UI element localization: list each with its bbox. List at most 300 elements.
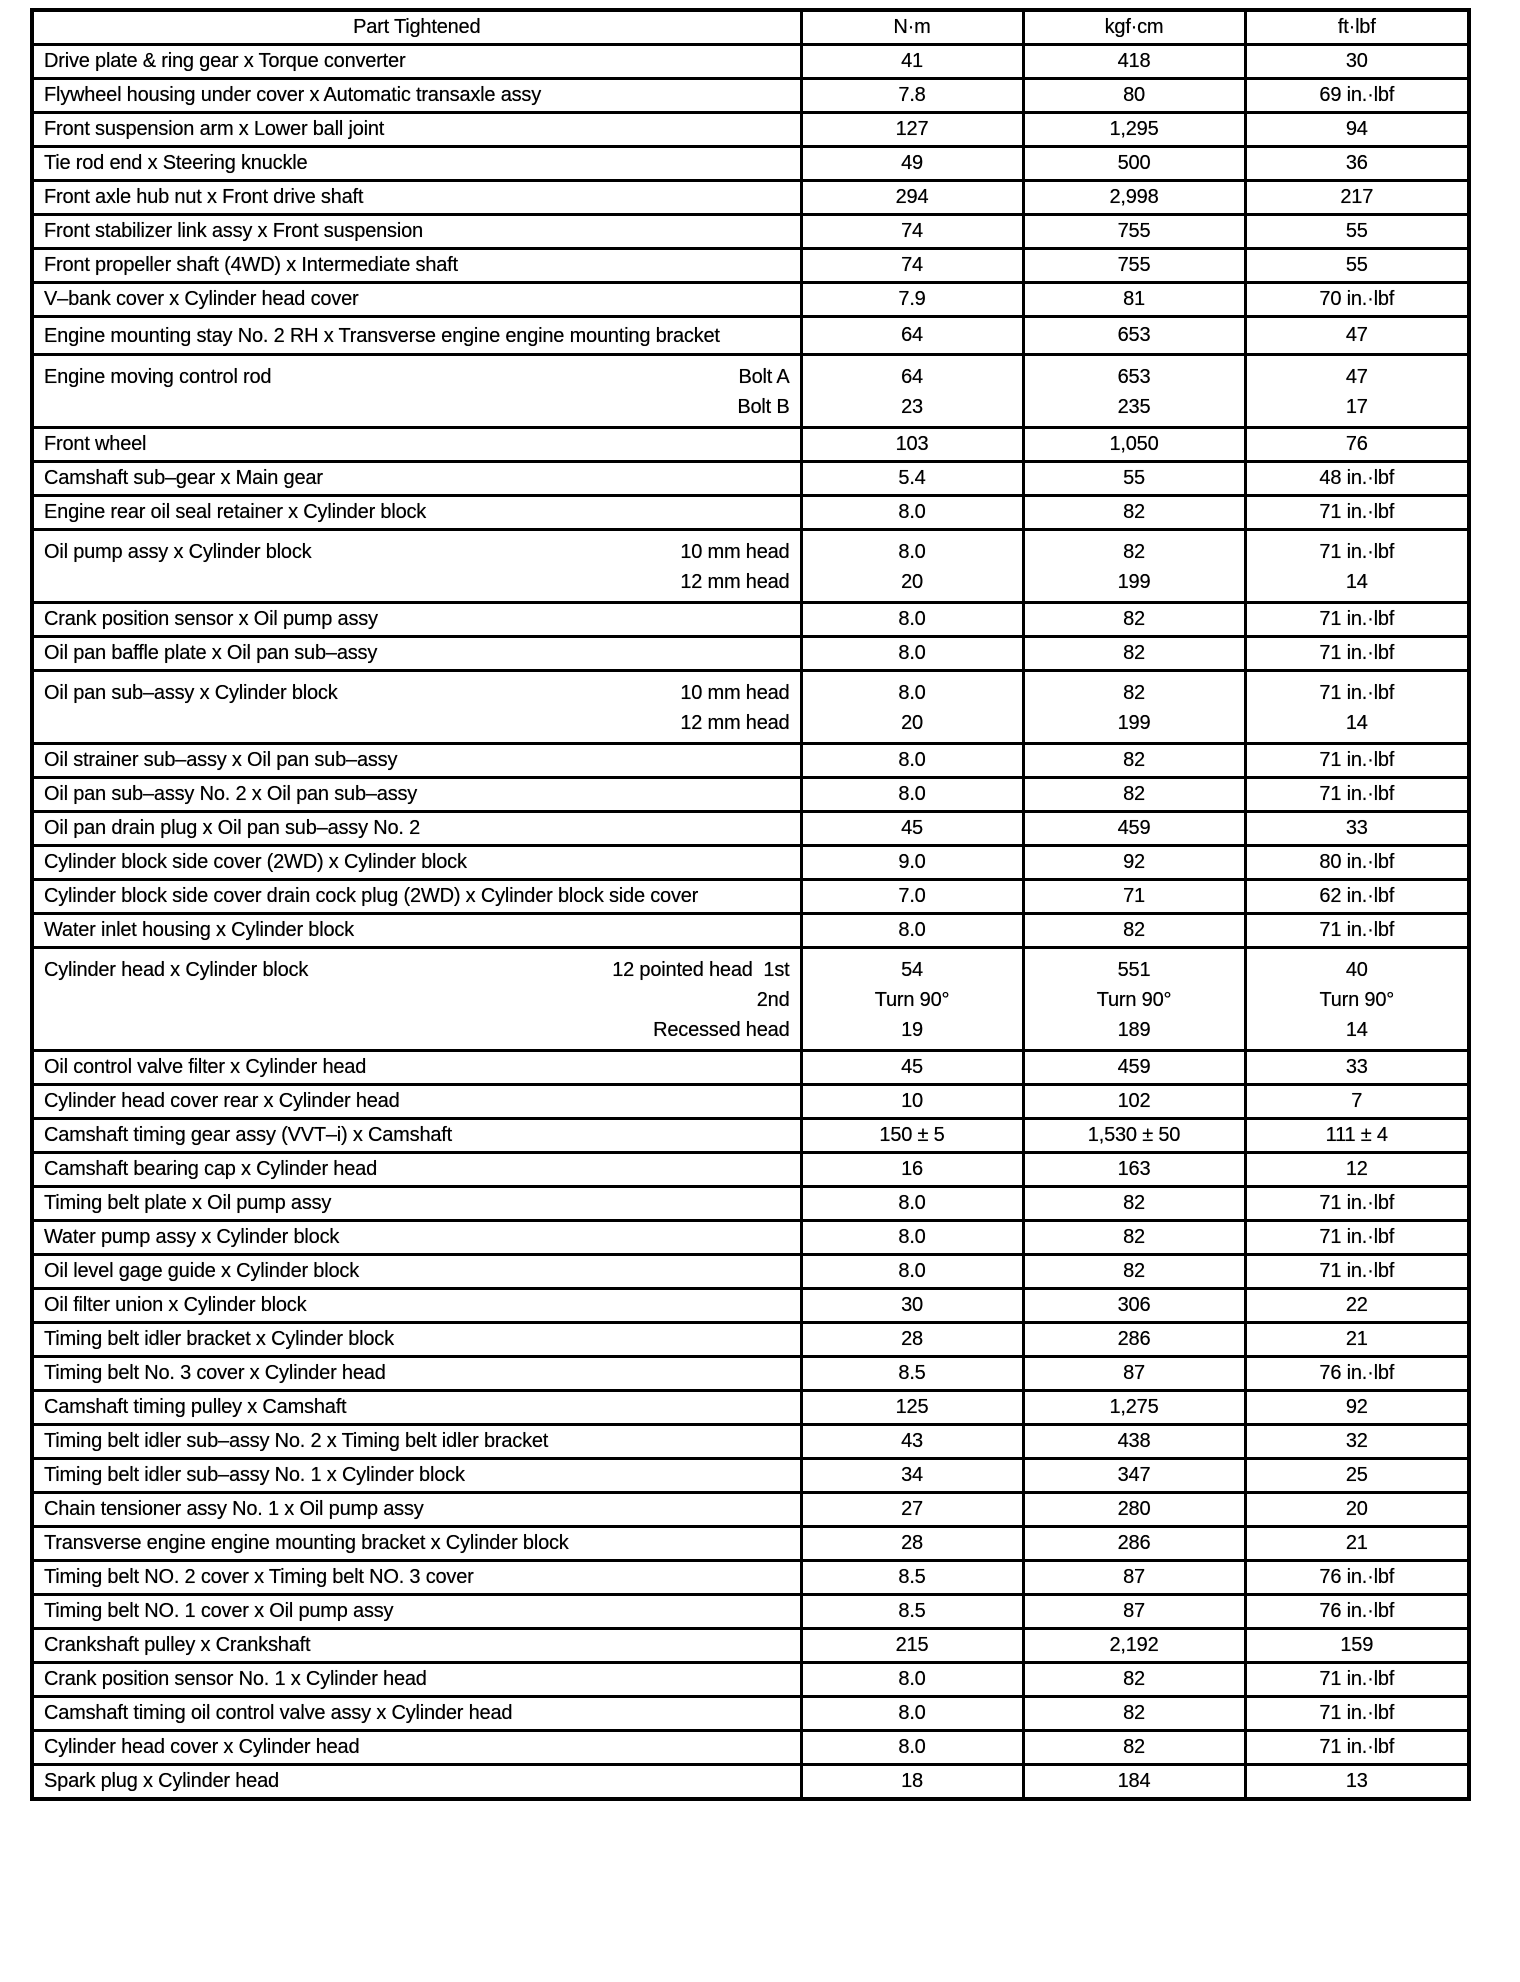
- kgf-cm-value-cell: [1023, 1561, 1245, 1595]
- part-name: Cylinder block side cover (2WD) x Cylinder block: [44, 851, 467, 873]
- nm-value: 103: [895, 433, 929, 455]
- part-cell: [32, 948, 801, 1051]
- ft-lbf-value-cell: [1245, 496, 1469, 530]
- kgf-cm-value: 55: [1123, 467, 1145, 489]
- nm-value: 8.0: [898, 1226, 926, 1248]
- sub-condition-label: 12 mm head: [680, 712, 790, 734]
- table-row: [32, 530, 1469, 603]
- kgf-cm-value-cell: [1023, 1527, 1245, 1561]
- table-row: [32, 113, 1469, 147]
- nm-value: 8.0: [898, 541, 926, 563]
- nm-value-cell: [801, 744, 1023, 778]
- part-cell: [32, 1595, 801, 1629]
- part-cell: [32, 317, 801, 355]
- ft-lbf-value: 71 in.·lbf: [1319, 1192, 1395, 1214]
- nm-value-cell: [801, 603, 1023, 637]
- ft-lbf-value: 55: [1345, 254, 1368, 276]
- kgf-cm-value: 2,192: [1109, 1634, 1159, 1656]
- nm-value-cell: [801, 812, 1023, 846]
- ft-lbf-value: 71 in.·lbf: [1319, 1226, 1395, 1248]
- nm-value: 8.0: [898, 749, 926, 771]
- ft-lbf-value: 71 in.·lbf: [1319, 1260, 1395, 1282]
- table-row: [32, 1051, 1469, 1085]
- ft-lbf-value: 14: [1345, 712, 1368, 734]
- nm-value: 7.8: [898, 84, 926, 106]
- table-row: [32, 778, 1469, 812]
- part-name: Camshaft timing pulley x Camshaft: [44, 1396, 347, 1418]
- part-name: Engine mounting stay No. 2 RH x Transverse engine engine mounting bracket: [44, 324, 720, 347]
- part-cell: [32, 1323, 801, 1357]
- sub-condition-label: Bolt A: [738, 366, 790, 388]
- nm-value-cell: [801, 1187, 1023, 1221]
- ft-lbf-value-cell: [1245, 428, 1469, 462]
- nm-value-cell: [801, 880, 1023, 914]
- ft-lbf-value: 94: [1345, 118, 1368, 140]
- ft-lbf-value-cell: [1245, 1289, 1469, 1323]
- part-name: Oil filter union x Cylinder block: [44, 1294, 307, 1316]
- nm-value: 20: [901, 571, 923, 593]
- nm-value: 8.0: [898, 1668, 926, 1690]
- kgf-cm-value-cell: [1023, 462, 1245, 496]
- nm-value-cell: [801, 317, 1023, 355]
- nm-value-cell: [801, 147, 1023, 181]
- ft-lbf-value-cell: [1245, 671, 1469, 744]
- kgf-cm-value-cell: [1023, 637, 1245, 671]
- part-cell: [32, 1731, 801, 1765]
- part-cell: [32, 1561, 801, 1595]
- part-cell: [32, 1697, 801, 1731]
- part-cell: [32, 45, 801, 79]
- nm-value: 10: [901, 1090, 923, 1112]
- kgf-cm-value: 82: [1123, 501, 1145, 523]
- part-cell: [32, 428, 801, 462]
- kgf-cm-value-cell: [1023, 1153, 1245, 1187]
- sub-condition-label: 2nd: [756, 989, 790, 1011]
- nm-value: 8.0: [898, 783, 926, 805]
- header-nm: N·m: [801, 10, 1023, 45]
- part-cell: [32, 914, 801, 948]
- kgf-cm-value: 459: [1117, 817, 1151, 839]
- table-row: [32, 1663, 1469, 1697]
- nm-value-cell: [801, 1051, 1023, 1085]
- nm-value-cell: [801, 1595, 1023, 1629]
- table-row: [32, 1697, 1469, 1731]
- ft-lbf-value: 12: [1345, 1158, 1368, 1180]
- nm-value-cell: [801, 283, 1023, 317]
- kgf-cm-value-cell: [1023, 1595, 1245, 1629]
- part-name: Timing belt idler bracket x Cylinder block: [44, 1328, 394, 1350]
- kgf-cm-value: 653: [1117, 366, 1151, 388]
- ft-lbf-value-cell: [1245, 1663, 1469, 1697]
- ft-lbf-value: 76 in.·lbf: [1319, 1600, 1395, 1622]
- ft-lbf-value-cell: [1245, 355, 1469, 428]
- ft-lbf-value: 55: [1345, 220, 1368, 242]
- sub-condition-label: 10 mm head: [680, 682, 790, 704]
- nm-value-cell: [801, 1153, 1023, 1187]
- kgf-cm-value: 82: [1123, 1702, 1145, 1724]
- kgf-cm-value: 82: [1123, 682, 1145, 704]
- ft-lbf-value-cell: [1245, 1357, 1469, 1391]
- part-cell: [32, 1459, 801, 1493]
- ft-lbf-value: 80 in.·lbf: [1319, 851, 1395, 873]
- ft-lbf-value: 71 in.·lbf: [1319, 749, 1395, 771]
- nm-value-cell: [801, 778, 1023, 812]
- nm-value: 20: [901, 712, 923, 734]
- table-row: [32, 1731, 1469, 1765]
- part-name: Camshaft timing gear assy (VVT–i) x Camshaft: [44, 1124, 452, 1146]
- ft-lbf-value: 17: [1345, 396, 1368, 418]
- part-cell: [32, 671, 801, 744]
- nm-value-cell: [801, 45, 1023, 79]
- part-name: Crankshaft pulley x Crankshaft: [44, 1634, 311, 1656]
- ft-lbf-value-cell: [1245, 1391, 1469, 1425]
- table-row: [32, 1323, 1469, 1357]
- nm-value-cell: [801, 79, 1023, 113]
- nm-value-cell: [801, 1459, 1023, 1493]
- ft-lbf-value: 71 in.·lbf: [1319, 608, 1395, 630]
- kgf-cm-value: 1,530 ± 50: [1087, 1124, 1181, 1146]
- nm-value: 8.0: [898, 682, 926, 704]
- ft-lbf-value: 71 in.·lbf: [1319, 682, 1395, 704]
- part-cell: [32, 113, 801, 147]
- ft-lbf-value-cell: [1245, 846, 1469, 880]
- kgf-cm-value: 653: [1117, 324, 1151, 346]
- table-row: [32, 637, 1469, 671]
- part-cell: [32, 249, 801, 283]
- nm-value: 64: [901, 366, 923, 388]
- ft-lbf-value-cell: [1245, 530, 1469, 603]
- table-row: [32, 1357, 1469, 1391]
- ft-lbf-value: 217: [1340, 186, 1374, 208]
- ft-lbf-value: 70 in.·lbf: [1319, 288, 1395, 310]
- nm-value: 215: [895, 1634, 929, 1656]
- part-name: Timing belt plate x Oil pump assy: [44, 1192, 332, 1214]
- kgf-cm-value: Turn 90°: [1096, 989, 1172, 1011]
- kgf-cm-value: 438: [1117, 1430, 1151, 1452]
- kgf-cm-value-cell: [1023, 1357, 1245, 1391]
- kgf-cm-value-cell: [1023, 1051, 1245, 1085]
- table-row: [32, 1289, 1469, 1323]
- kgf-cm-value-cell: [1023, 113, 1245, 147]
- kgf-cm-value: 286: [1117, 1532, 1151, 1554]
- header-part-tightened: Part Tightened: [32, 10, 801, 45]
- nm-value: 8.0: [898, 501, 926, 523]
- ft-lbf-value: 21: [1345, 1328, 1368, 1350]
- part-name: Camshaft timing oil control valve assy x Cylinder head: [44, 1702, 513, 1724]
- nm-value-cell: [801, 215, 1023, 249]
- kgf-cm-value-cell: [1023, 1493, 1245, 1527]
- nm-value-cell: [801, 1357, 1023, 1391]
- kgf-cm-value: 80: [1123, 84, 1145, 106]
- ft-lbf-value: 71 in.·lbf: [1319, 1736, 1395, 1758]
- table-row: [32, 1153, 1469, 1187]
- nm-value: 8.0: [898, 608, 926, 630]
- part-cell: [32, 1153, 801, 1187]
- kgf-cm-value-cell: [1023, 778, 1245, 812]
- ft-lbf-value-cell: [1245, 1221, 1469, 1255]
- kgf-cm-value-cell: [1023, 79, 1245, 113]
- part-name: Front wheel: [44, 433, 147, 455]
- table-row: [32, 1561, 1469, 1595]
- ft-lbf-value-cell: [1245, 1561, 1469, 1595]
- sub-condition-label: Recessed head: [653, 1019, 790, 1041]
- nm-value-cell: [801, 1255, 1023, 1289]
- nm-value-cell: [801, 1425, 1023, 1459]
- kgf-cm-value: 82: [1123, 1192, 1145, 1214]
- nm-value: 54: [901, 959, 923, 981]
- part-name: Engine rear oil seal retainer x Cylinder block: [44, 501, 427, 523]
- ft-lbf-value-cell: [1245, 914, 1469, 948]
- ft-lbf-value: 62 in.·lbf: [1319, 885, 1395, 907]
- sub-condition-list: [680, 537, 789, 597]
- kgf-cm-value: 81: [1123, 288, 1145, 310]
- part-cell: [32, 1221, 801, 1255]
- table-row: [32, 147, 1469, 181]
- nm-value-cell: [801, 1731, 1023, 1765]
- ft-lbf-value-cell: [1245, 181, 1469, 215]
- nm-value-cell: [801, 1289, 1023, 1323]
- kgf-cm-value: 199: [1117, 712, 1151, 734]
- nm-value-cell: [801, 671, 1023, 744]
- part-cell: [32, 1289, 801, 1323]
- ft-lbf-value-cell: [1245, 1629, 1469, 1663]
- nm-value-cell: [801, 846, 1023, 880]
- nm-value: 16: [901, 1158, 923, 1180]
- torque-spec-table: [30, 8, 1471, 1801]
- kgf-cm-value: 82: [1123, 541, 1145, 563]
- kgf-cm-value-cell: [1023, 1289, 1245, 1323]
- kgf-cm-value: 235: [1117, 396, 1151, 418]
- ft-lbf-value-cell: [1245, 249, 1469, 283]
- kgf-cm-value: 286: [1117, 1328, 1151, 1350]
- header-ft-lbf: ft·lbf: [1245, 10, 1469, 45]
- kgf-cm-value-cell: [1023, 880, 1245, 914]
- part-cell: [32, 1255, 801, 1289]
- kgf-cm-value: 82: [1123, 919, 1145, 941]
- nm-value: 8.5: [898, 1362, 926, 1384]
- nm-value-cell: [801, 948, 1023, 1051]
- nm-value-cell: [801, 914, 1023, 948]
- kgf-cm-value-cell: [1023, 147, 1245, 181]
- table-row: [32, 1221, 1469, 1255]
- kgf-cm-value-cell: [1023, 948, 1245, 1051]
- kgf-cm-value-cell: [1023, 1391, 1245, 1425]
- table-row: [32, 1527, 1469, 1561]
- ft-lbf-value: 36: [1345, 152, 1368, 174]
- part-name: Camshaft sub–gear x Main gear: [44, 467, 323, 489]
- part-cell: [32, 1629, 801, 1663]
- nm-value: 8.0: [898, 1702, 926, 1724]
- nm-value: 41: [901, 50, 923, 72]
- ft-lbf-value: 33: [1345, 1056, 1368, 1078]
- nm-value: 8.0: [898, 642, 926, 664]
- table-row: [32, 1459, 1469, 1493]
- kgf-cm-value: 1,275: [1109, 1396, 1159, 1418]
- part-cell: [32, 637, 801, 671]
- part-name: Oil pan baffle plate x Oil pan sub–assy: [44, 642, 378, 664]
- nm-value: 45: [901, 817, 923, 839]
- nm-value: 8.0: [898, 919, 926, 941]
- ft-lbf-value: 14: [1345, 571, 1368, 593]
- part-name: Oil pan sub–assy x Cylinder block: [44, 682, 338, 704]
- sub-condition-list: [612, 955, 789, 1045]
- ft-lbf-value: 69 in.·lbf: [1319, 84, 1395, 106]
- part-name: Water inlet housing x Cylinder block: [44, 919, 354, 941]
- ft-lbf-value-cell: [1245, 79, 1469, 113]
- part-name: Flywheel housing under cover x Automatic transaxle assy: [44, 84, 542, 106]
- part-cell: [32, 283, 801, 317]
- part-cell: [32, 215, 801, 249]
- part-cell: [32, 1187, 801, 1221]
- kgf-cm-value-cell: [1023, 1221, 1245, 1255]
- table-row: [32, 1493, 1469, 1527]
- nm-value: 19: [901, 1019, 923, 1041]
- part-name: Water pump assy x Cylinder block: [44, 1226, 340, 1248]
- ft-lbf-value: 13: [1345, 1770, 1368, 1792]
- header-kgf-cm: kgf·cm: [1023, 10, 1245, 45]
- ft-lbf-value-cell: [1245, 603, 1469, 637]
- nm-value: 8.5: [898, 1566, 926, 1588]
- nm-value-cell: [801, 1391, 1023, 1425]
- kgf-cm-value: 87: [1123, 1566, 1145, 1588]
- ft-lbf-value-cell: [1245, 45, 1469, 79]
- kgf-cm-value-cell: [1023, 530, 1245, 603]
- part-name: Engine moving control rod: [44, 366, 272, 388]
- nm-value-cell: [801, 113, 1023, 147]
- sub-condition-label: 10 mm head: [680, 541, 790, 563]
- ft-lbf-value: 14: [1345, 1019, 1368, 1041]
- ft-lbf-value-cell: [1245, 1255, 1469, 1289]
- ft-lbf-value-cell: [1245, 812, 1469, 846]
- kgf-cm-value-cell: [1023, 355, 1245, 428]
- part-cell: [32, 1425, 801, 1459]
- table-row: [32, 215, 1469, 249]
- kgf-cm-value: 184: [1117, 1770, 1151, 1792]
- table-row: [32, 1187, 1469, 1221]
- part-cell: [32, 79, 801, 113]
- ft-lbf-value-cell: [1245, 637, 1469, 671]
- nm-value-cell: [801, 1493, 1023, 1527]
- table-row: [32, 496, 1469, 530]
- part-cell: [32, 880, 801, 914]
- ft-lbf-value: 22: [1345, 1294, 1368, 1316]
- part-cell: [32, 462, 801, 496]
- nm-value: 7.9: [898, 288, 926, 310]
- nm-value-cell: [801, 355, 1023, 428]
- table-row: [32, 283, 1469, 317]
- kgf-cm-value-cell: [1023, 1629, 1245, 1663]
- part-name: Oil pan sub–assy No. 2 x Oil pan sub–assy: [44, 783, 418, 805]
- ft-lbf-value-cell: [1245, 1153, 1469, 1187]
- part-cell: [32, 181, 801, 215]
- ft-lbf-value-cell: [1245, 948, 1469, 1051]
- nm-value: 23: [901, 396, 923, 418]
- kgf-cm-value-cell: [1023, 181, 1245, 215]
- part-name: Cylinder head cover x Cylinder head: [44, 1736, 360, 1758]
- ft-lbf-value: 71 in.·lbf: [1319, 783, 1395, 805]
- ft-lbf-value: 71 in.·lbf: [1319, 541, 1395, 563]
- kgf-cm-value: 92: [1123, 851, 1145, 873]
- kgf-cm-value: 82: [1123, 1736, 1145, 1758]
- kgf-cm-value-cell: [1023, 1765, 1245, 1800]
- kgf-cm-value-cell: [1023, 428, 1245, 462]
- table-row: [32, 1085, 1469, 1119]
- table-row: [32, 317, 1469, 355]
- nm-value-cell: [801, 1663, 1023, 1697]
- part-name: Oil level gage guide x Cylinder block: [44, 1260, 359, 1282]
- nm-value: 9.0: [898, 851, 926, 873]
- nm-value-cell: [801, 637, 1023, 671]
- nm-value: 74: [901, 220, 923, 242]
- ft-lbf-value-cell: [1245, 1187, 1469, 1221]
- sub-condition-label: Bolt B: [737, 396, 790, 418]
- nm-value-cell: [801, 181, 1023, 215]
- ft-lbf-value: 159: [1340, 1634, 1374, 1656]
- ft-lbf-value-cell: [1245, 1731, 1469, 1765]
- ft-lbf-value-cell: [1245, 1459, 1469, 1493]
- sub-condition-list: [680, 678, 789, 738]
- kgf-cm-value: 459: [1117, 1056, 1151, 1078]
- ft-lbf-value-cell: [1245, 1085, 1469, 1119]
- nm-value: 150 ± 5: [879, 1124, 945, 1146]
- table-row: [32, 249, 1469, 283]
- kgf-cm-value: 551: [1117, 959, 1151, 981]
- nm-value-cell: [801, 530, 1023, 603]
- nm-value-cell: [801, 1221, 1023, 1255]
- kgf-cm-value: 82: [1123, 642, 1145, 664]
- kgf-cm-value-cell: [1023, 249, 1245, 283]
- kgf-cm-value: 2,998: [1109, 186, 1159, 208]
- kgf-cm-value: 199: [1117, 571, 1151, 593]
- nm-value: 34: [901, 1464, 923, 1486]
- kgf-cm-value: 755: [1117, 220, 1151, 242]
- kgf-cm-value-cell: [1023, 1663, 1245, 1697]
- kgf-cm-value: 82: [1123, 608, 1145, 630]
- part-name: Camshaft bearing cap x Cylinder head: [44, 1158, 377, 1180]
- part-name: Timing belt NO. 1 cover x Oil pump assy: [44, 1600, 394, 1622]
- ft-lbf-value: 71 in.·lbf: [1319, 1702, 1395, 1724]
- kgf-cm-value-cell: [1023, 283, 1245, 317]
- table-row: [32, 181, 1469, 215]
- table-row: [32, 462, 1469, 496]
- nm-value-cell: [801, 428, 1023, 462]
- kgf-cm-value: 306: [1117, 1294, 1151, 1316]
- table-row: [32, 603, 1469, 637]
- ft-lbf-value: 71 in.·lbf: [1319, 1668, 1395, 1690]
- ft-lbf-value-cell: [1245, 1425, 1469, 1459]
- nm-value: 5.4: [898, 467, 926, 489]
- part-name: Oil pan drain plug x Oil pan sub–assy No. 2: [44, 817, 421, 839]
- ft-lbf-value-cell: [1245, 462, 1469, 496]
- ft-lbf-value: 48 in.·lbf: [1319, 467, 1395, 489]
- part-name: Chain tensioner assy No. 1 x Oil pump assy: [44, 1498, 424, 1520]
- nm-value-cell: [801, 496, 1023, 530]
- kgf-cm-value: 755: [1117, 254, 1151, 276]
- part-cell: [32, 812, 801, 846]
- part-cell: [32, 1357, 801, 1391]
- nm-value-cell: [801, 1527, 1023, 1561]
- table-row: [32, 355, 1469, 428]
- ft-lbf-value: 76: [1345, 433, 1368, 455]
- part-name: Timing belt NO. 2 cover x Timing belt NO. 3 cover: [44, 1566, 474, 1588]
- kgf-cm-value: 280: [1117, 1498, 1151, 1520]
- nm-value: 18: [901, 1770, 923, 1792]
- ft-lbf-value-cell: [1245, 778, 1469, 812]
- ft-lbf-value: Turn 90°: [1319, 989, 1395, 1011]
- kgf-cm-value: 87: [1123, 1600, 1145, 1622]
- nm-value-cell: [801, 1765, 1023, 1800]
- part-cell: [32, 846, 801, 880]
